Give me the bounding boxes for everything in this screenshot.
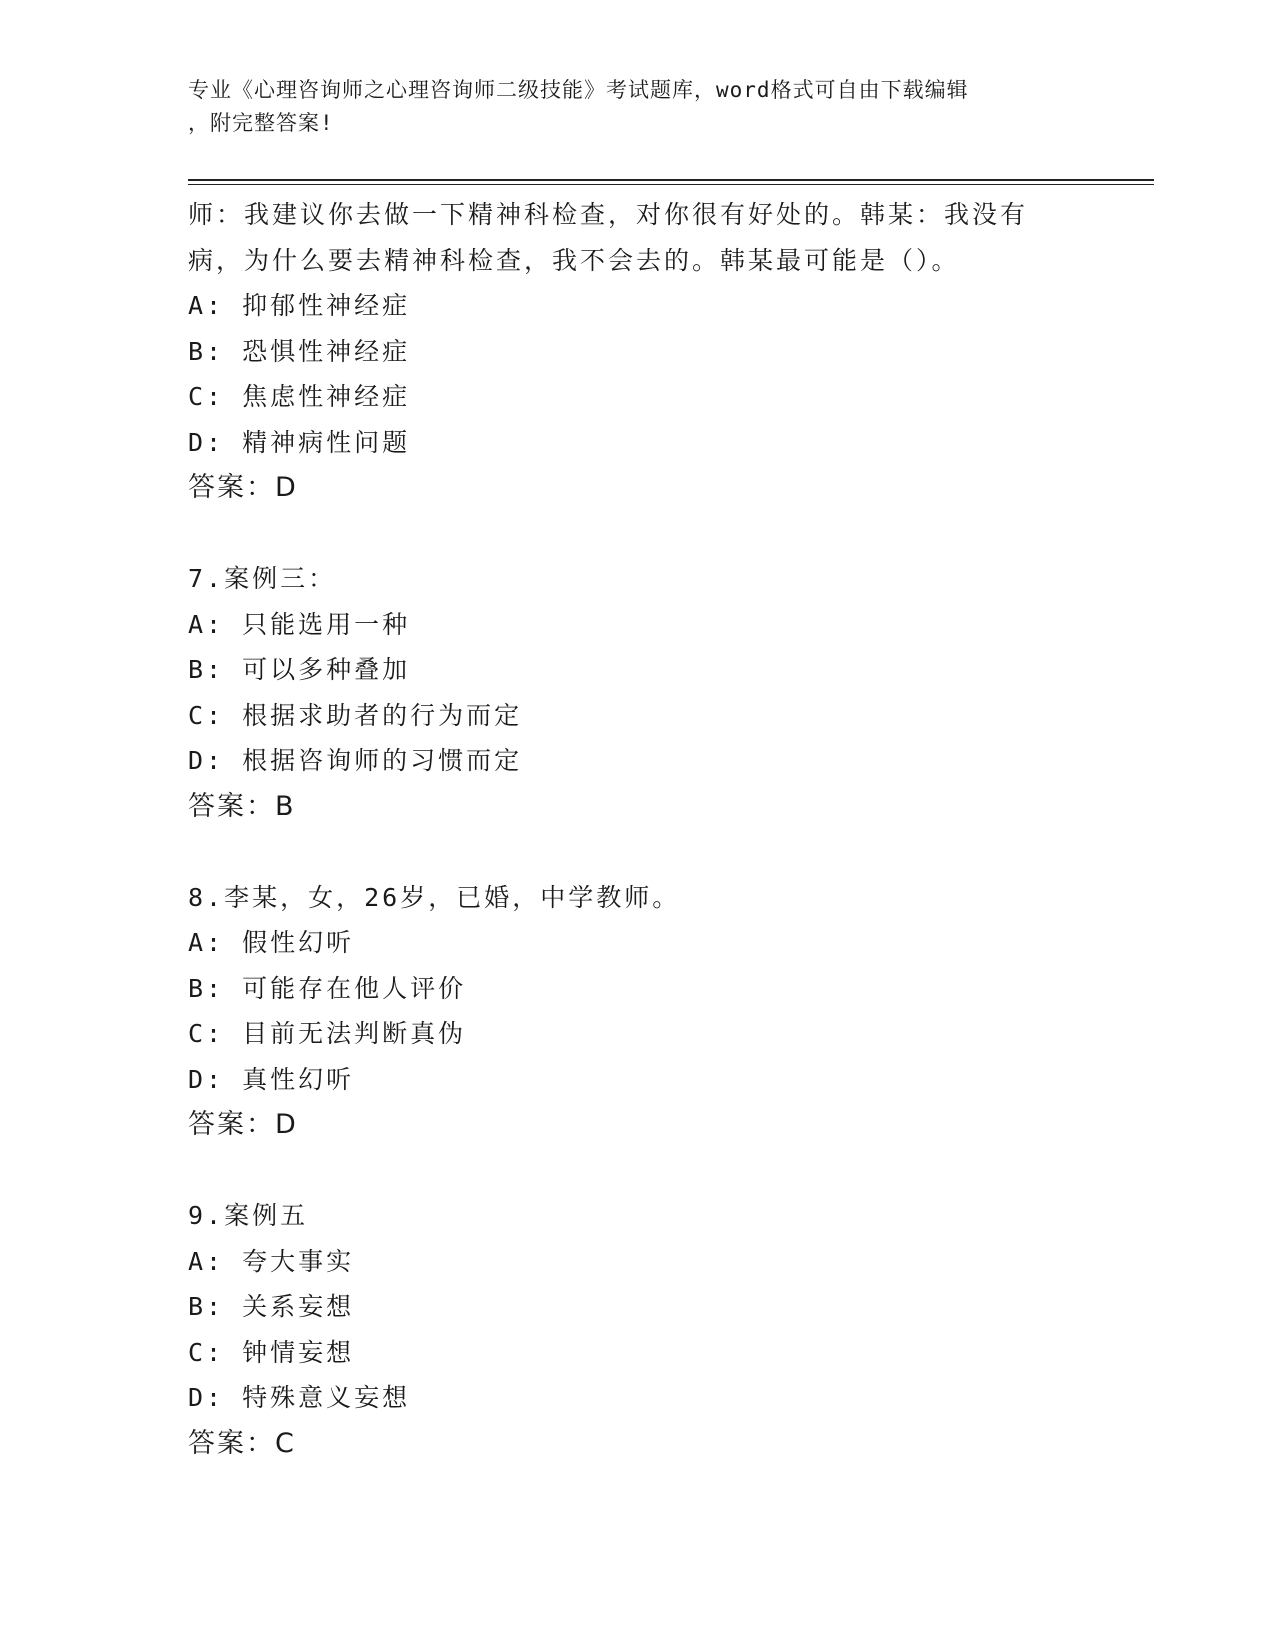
- document-header: [188, 74, 1068, 140]
- question-continued: [188, 192, 1148, 511]
- header-line-1: 专业《心理咨询师之心理咨询师二级技能》考试题库，word格式可自由下载编辑: [188, 78, 969, 102]
- question-stem: 7.案例三：: [188, 564, 337, 593]
- question-stem: 病，为什么要去精神科检查，我不会去的。韩某最可能是（）。: [188, 245, 960, 275]
- answer-line: 答案：C: [188, 1427, 296, 1459]
- option-d: D: 根据咨询师的习惯而定: [188, 746, 523, 775]
- option-c: C: 根据求助者的行为而定: [188, 700, 523, 730]
- answer-line: 答案：D: [188, 1109, 298, 1140]
- option-a: A: 假性幻听: [188, 928, 355, 957]
- header-line-2: ，附完整答案!: [188, 111, 334, 135]
- question-9: [188, 1193, 1148, 1466]
- option-c: C: 焦虑性神经症: [188, 382, 411, 411]
- question-7: [188, 556, 1148, 829]
- option-d: D: 特殊意义妄想: [188, 1383, 411, 1412]
- spacer: [188, 1148, 1148, 1194]
- option-b: B: 可能存在他人评价: [188, 973, 467, 1003]
- spacer: [188, 829, 1148, 875]
- question-stem: 9.案例五: [188, 1201, 309, 1230]
- spacer: [188, 511, 1148, 557]
- header-divider-thin: [188, 184, 1154, 185]
- question-stem: 8.李某，女，26岁，已婚，中学教师。: [188, 882, 681, 912]
- header-divider-thick: [188, 179, 1154, 181]
- option-b: B: 关系妄想: [188, 1292, 355, 1321]
- option-c: C: 目前无法判断真伪: [188, 1019, 467, 1048]
- option-d: D: 真性幻听: [188, 1064, 355, 1094]
- answer-line: 答案：B: [188, 790, 296, 822]
- question-list: [188, 192, 1148, 1466]
- option-b: B: 恐惧性神经症: [188, 336, 411, 366]
- option-a: A: 只能选用一种: [188, 609, 411, 639]
- option-d: D: 精神病性问题: [188, 427, 411, 457]
- question-8: [188, 875, 1148, 1148]
- option-a: A: 抑郁性神经症: [188, 291, 411, 320]
- option-c: C: 钟情妄想: [188, 1337, 355, 1367]
- question-stem: 师：我建议你去做一下精神科检查，对你很有好处的。韩某：我没有: [188, 200, 1029, 229]
- option-b: B: 可以多种叠加: [188, 655, 411, 684]
- answer-line: 答案：D: [188, 472, 298, 503]
- option-a: A: 夸大事实: [188, 1246, 355, 1276]
